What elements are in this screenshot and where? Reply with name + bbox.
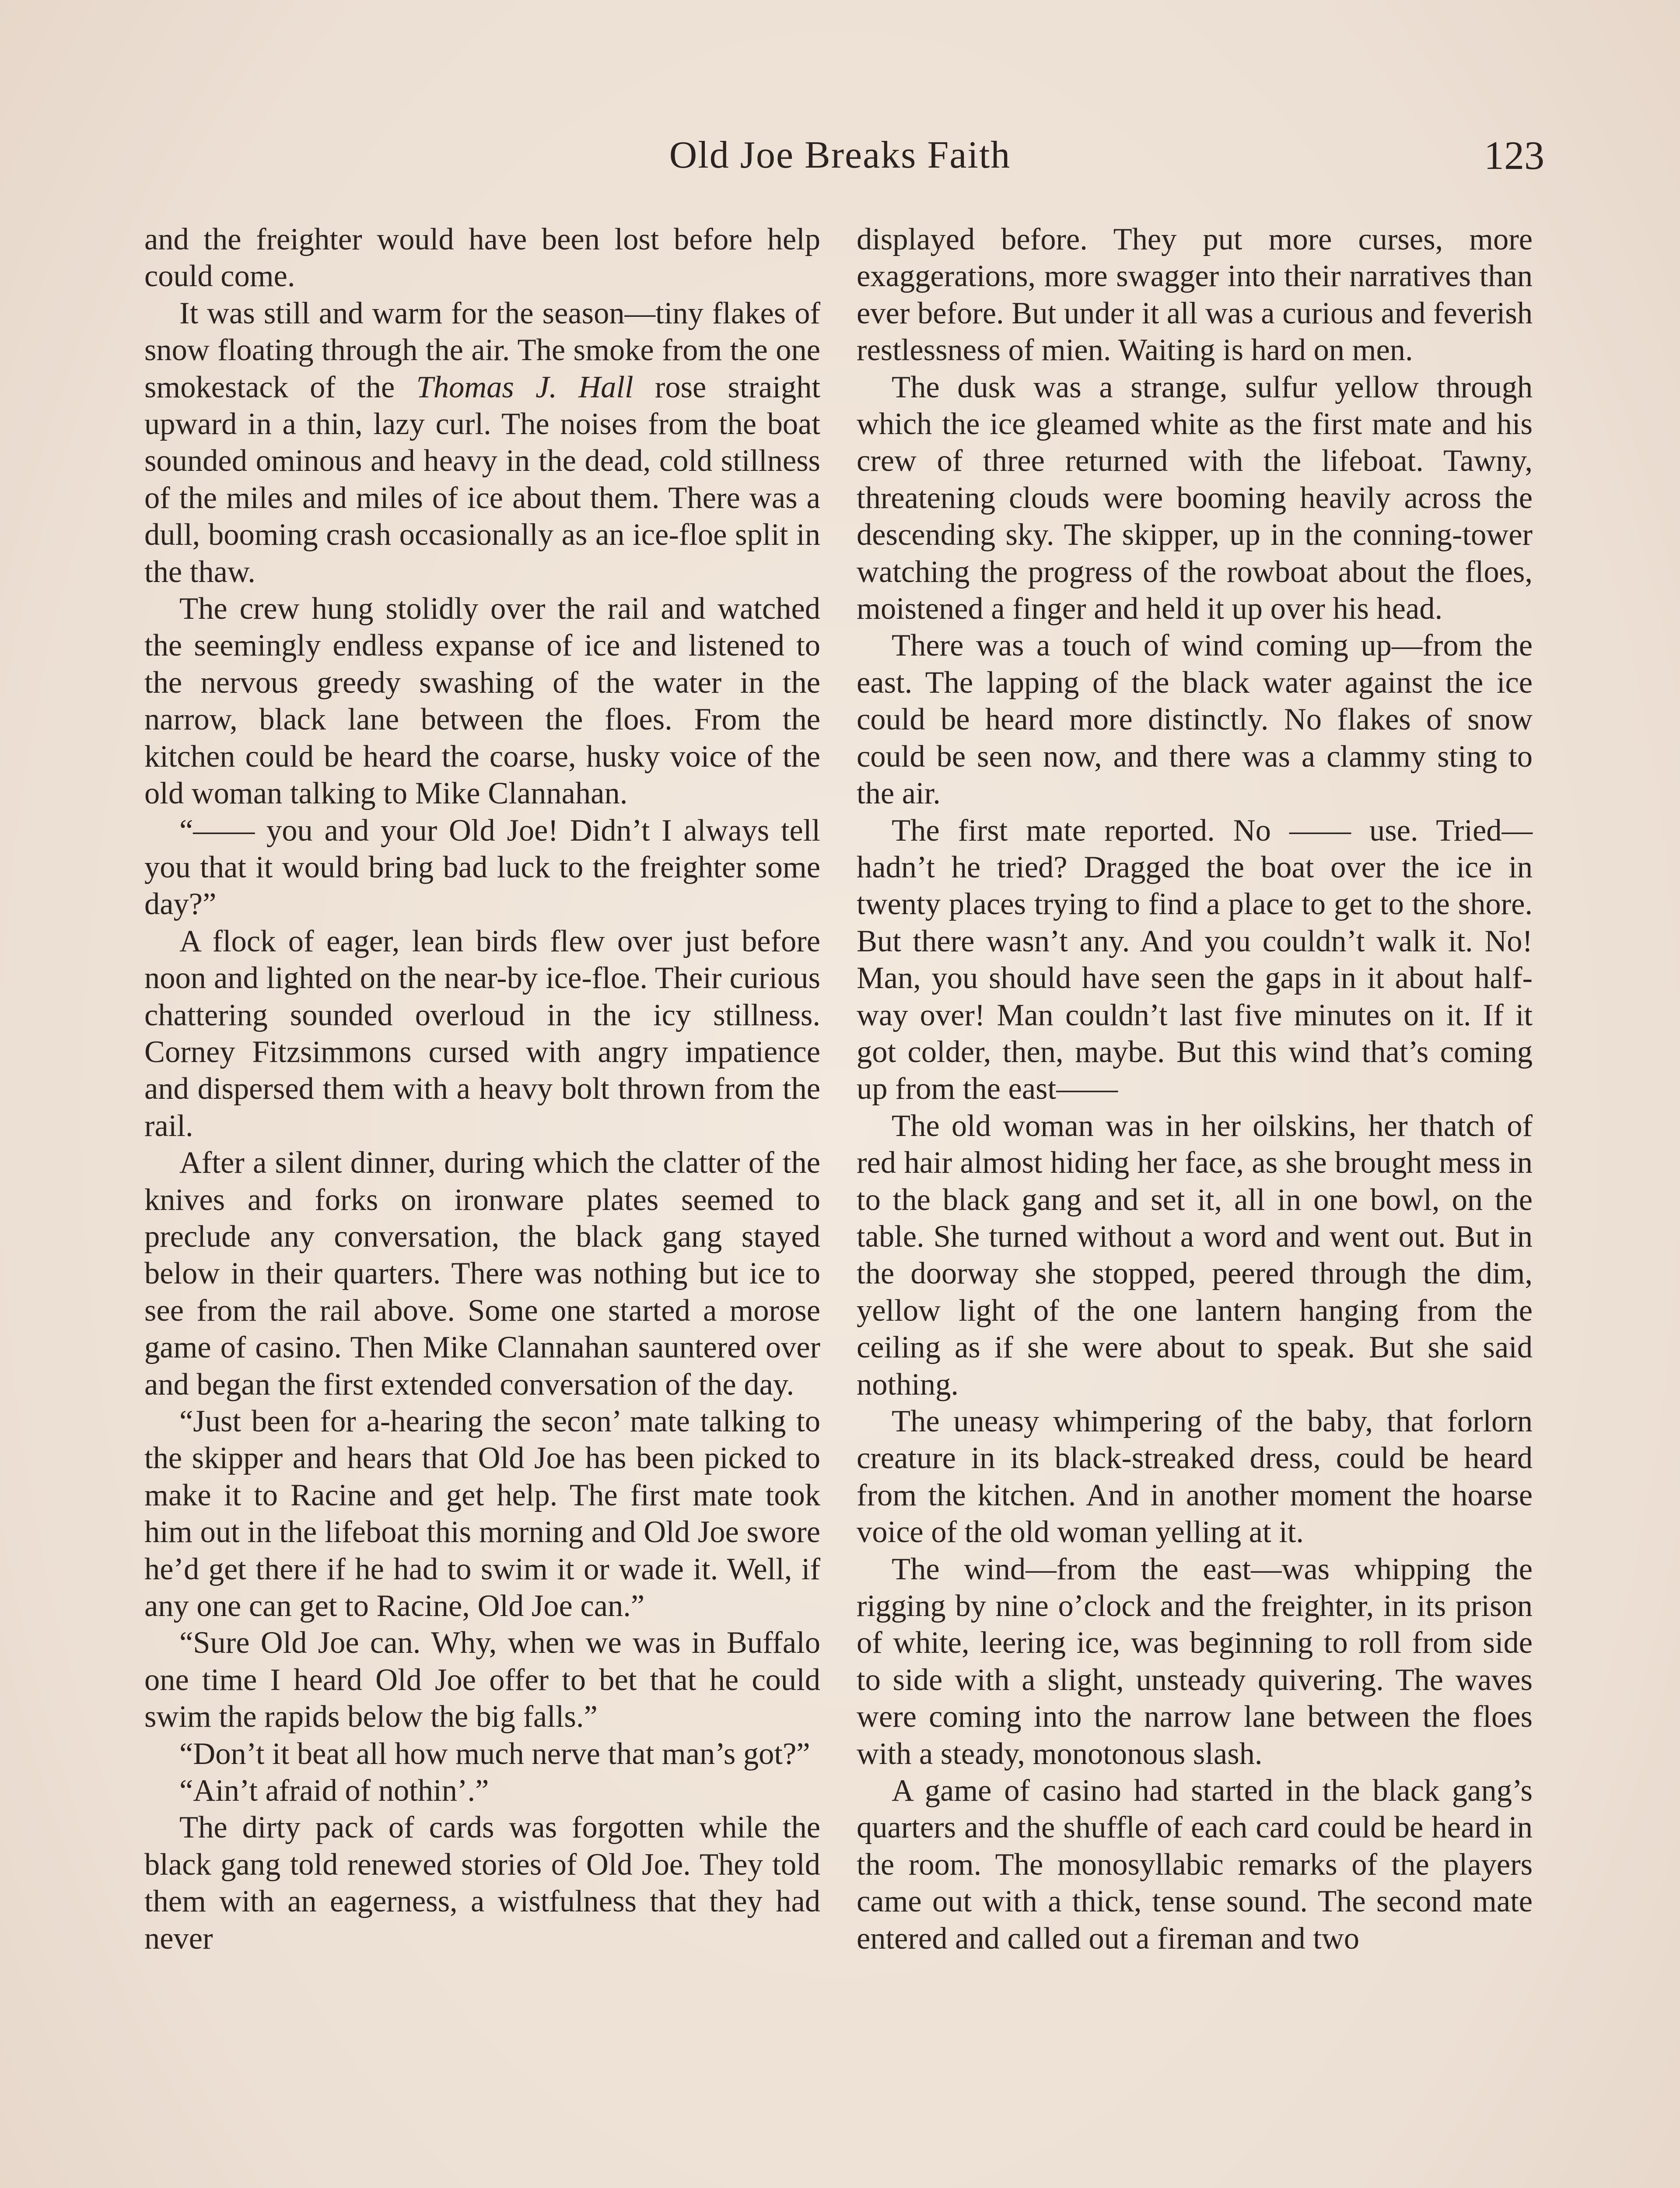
paragraph-text: rose straight upward in a thin, lazy curl. The noises from the boat sounded ominous and heavy in the dead, cold stillness of the miles and miles of ice about them. There was a dull, booming crash occasionally as an ice-floe split in the thaw. [144,370,821,589]
page-number: 123 [1484,133,1544,178]
paragraph [144,295,820,590]
paragraph: The wind—from the east—was whipping the rigging by nine o’clock and the freighter, in its prison of white, leering ice, was beginning to roll from side to side with a slight, unsteady quivering. The waves were coming into the narrow lane between the floes with a steady, monotonous slash. [857,1552,1533,1771]
ship-name: Thomas J. Hall [416,370,634,404]
paragraph: The uneasy whimpering of the baby, that forlorn creature in its black-streaked dress, could be heard from the kitchen. And in another moment the hoarse voice of the old woman yelling at it. [857,1404,1533,1550]
running-title: Old Joe Breaks Faith [669,134,1011,176]
paragraph: The dirty pack of cards was forgotten while the black gang told renewed stories of Old Joe. They told them with an eagerness, a wistfulness that they had never [144,1810,820,1956]
paragraph: The first mate reported. No —— use. Tried—hadn’t he tried? Dragged the boat over the ice in twenty places trying to find a place to get to the shore. But there wasn’t any. And you couldn’t walk it. No! Man, you should have seen the gaps in it about half-way over! Man couldn’t last five minutes on it. If it got colder, then, maybe. But this wind that’s coming up from the east—— [857,813,1533,1106]
paragraph: “Don’t it beat all how much nerve that man’s got?” [179,1736,810,1771]
paragraph: “Just been for a-hearing the secon’ mate talking to the skipper and hears that Old Joe has been picked to make it to Racine and get help. The first mate took him out in the lifeboat this morning and Old Joe swore he’d get there if he had to swim it or wade it. Well, if any one can get to Racine, Old Joe can.” [144,1404,820,1623]
paragraph: The crew hung stolidly over the rail and watched the seemingly endless expanse of ice and listened to the nervous greedy swashing of the water in the narrow, black lane between the floes. From the kitchen could be heard the coarse, husky voice of the old woman talking to Mike Clannahan. [144,592,820,811]
paragraph: There was a touch of wind coming up—from the east. The lapping of the black water against the ice could be heard more distinctly. No flakes of snow could be seen now, and there was a clammy sting to the air. [857,628,1533,811]
paragraph: “Ain’t afraid of nothin’.” [179,1774,489,1808]
paragraph: and the freighter would have been lost before help could come. [144,222,820,294]
paragraph-text: It was still and warm for the season—tiny flakes of snow floating through the air. The smoke from the one smokestack of the [144,296,820,404]
right-column [857,221,1533,1957]
paragraph: The old woman was in her oilskins, her thatch of red hair almost hiding her face, as she brought mess in to the black gang and set it, all in one bowl, on the table. She turned without a word and went out. But in the doorway she stopped, peered through the dim, yellow light of the one lantern hanging from the ceiling as if she were about to speak. But she said nothing. [857,1108,1533,1402]
paragraph: After a silent dinner, during which the clatter of the knives and forks on ironware plates seemed to preclude any conversation, the black gang stayed below in their quarters. There was nothing but ice to see from the rail above. Some one started a morose game of casino. Then Mike Clannahan sauntered over and began the first extended conversation of the day. [144,1146,820,1402]
paragraph: The dusk was a strange, sulfur yellow through which the ice gleamed white as the first mate and his crew of three returned with the lifeboat. Tawny, threatening clouds were booming heavily across the descending sky. The skipper, up in the conning-tower watching the progress of the rowboat about the floes, moistened a finger and held it up over his head. [857,370,1533,626]
running-head [0,127,1680,184]
paragraph: A flock of eager, lean birds flew over just before noon and lighted on the near-by ice-floe. Their curious chattering sounded overloud in the icy stillness. Corney Fitzsimmons cursed with angry impatience and dispersed them with a heavy bolt thrown from the rail. [144,924,820,1143]
paragraph: displayed before. They put more curses, more exaggerations, more swagger into their narratives than ever before. But under it all was a curious and feverish restlessness of mien. Waiting is hard on men. [857,222,1533,368]
left-column [144,221,820,1957]
paragraph: A game of casino had started in the black gang’s quarters and the shuffle of each card could be heard in the room. The monosyllabic remarks of the players came out with a thick, tense sound. The second mate entered and called out a fireman and two [857,1774,1533,1956]
paragraph: “Sure Old Joe can. Why, when we was in Buffalo one time I heard Old Joe offer to bet that he could swim the rapids below the big falls.” [144,1626,820,1734]
paragraph: “—— you and your Old Joe! Didn’t I always tell you that it would bring bad luck to the freighter some day?” [144,813,820,922]
